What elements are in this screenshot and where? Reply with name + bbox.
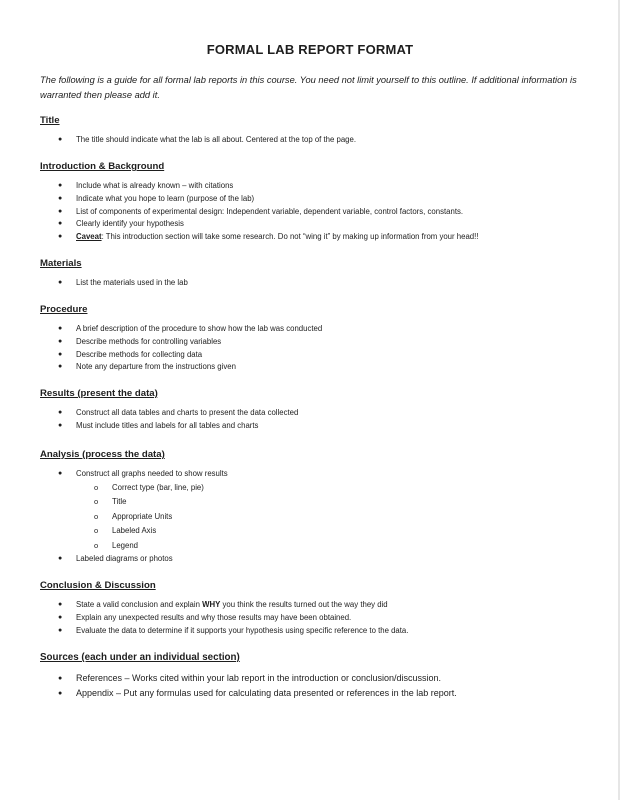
circle-bullet-icon: o <box>94 526 99 536</box>
sub-list-item-text: Appropriate Units <box>112 511 173 521</box>
bullet-icon: ● <box>58 194 63 202</box>
intro-paragraph: The following is a guide for all formal lab reports in this course. You need not limit yourself to this outline. If additional information is warranted then please add it. <box>40 75 577 100</box>
sub-bullet-list <box>40 481 585 554</box>
bullet-list <box>40 323 585 374</box>
list-item-text: Describe methods for collecting data <box>76 349 203 359</box>
list-item-text-end: you think the results turned out the way they did <box>220 600 388 609</box>
list-item-text: Describe methods for controlling variables <box>76 336 222 346</box>
bullet-list <box>40 407 585 433</box>
section-heading: Results (present the data) <box>40 388 158 399</box>
section-heading: Sources (each under an individual section) <box>40 652 240 663</box>
section-heading: Materials <box>40 258 82 269</box>
sub-list-item <box>40 495 585 510</box>
bullet-icon: ● <box>58 182 63 189</box>
list-item-text: Must include titles and labels for all tables and charts <box>76 420 259 430</box>
bullet-list <box>40 468 585 481</box>
list-item-caveat <box>40 231 585 244</box>
bullet-icon: ● <box>58 470 63 477</box>
bullet-list <box>40 671 585 701</box>
list-item <box>40 336 585 349</box>
list-item <box>40 277 585 290</box>
sub-list-item-text: Title <box>112 497 127 507</box>
circle-bullet-icon: o <box>94 540 99 550</box>
list-item-text: Appendix – Put any formulas used for calculating data presented or references in the lab report. <box>76 688 457 698</box>
section-materials <box>40 257 585 290</box>
bullet-icon: ● <box>58 279 63 286</box>
bullet-list <box>40 599 585 637</box>
bullet-icon: ● <box>58 220 63 228</box>
list-item-text: Include what is already known – with citations <box>76 181 234 190</box>
sub-list-item <box>40 539 585 554</box>
list-item-text: Construct all data tables and charts to present the data collected <box>76 408 299 417</box>
list-item <box>40 323 585 336</box>
sub-list-item <box>40 481 585 496</box>
circle-bullet-icon: o <box>94 497 99 507</box>
circle-bullet-icon: o <box>94 511 99 521</box>
list-item-text: Indicate what you hope to learn (purpose of the lab) <box>76 193 255 203</box>
list-item-text: Construct all graphs needed to show results <box>76 469 228 478</box>
list-item <box>40 553 585 566</box>
list-item <box>40 134 585 147</box>
bullet-icon: ● <box>58 613 63 621</box>
sub-list-item-text: Labeled Axis <box>112 526 157 536</box>
section-heading: Analysis (process the data) <box>40 449 165 460</box>
list-item <box>40 420 585 433</box>
sub-list-item <box>40 510 585 525</box>
list-item <box>40 671 585 686</box>
sub-list-item-text: Correct type (bar, line, pie) <box>112 482 204 492</box>
list-item <box>40 349 585 362</box>
list-item-text: The title should indicate what the lab is all about. Centered at the top of the page. <box>76 135 357 144</box>
section-heading: Introduction & Background <box>40 161 165 172</box>
bullet-icon: ● <box>58 363 63 371</box>
section-procedure <box>40 303 585 374</box>
list-item-text-start: State a valid conclusion and explain <box>76 600 203 609</box>
list-item-text: Clearly identify your hypothesis <box>76 219 184 229</box>
sub-list-item-text: Legend <box>112 540 139 550</box>
list-item <box>40 468 585 481</box>
bullet-icon: ● <box>58 350 63 358</box>
bullet-list <box>40 134 585 147</box>
bullet-icon: ● <box>58 325 63 332</box>
list-item-text: List of components of experimental design: Independent variable, dependent variable, control factors, constants. <box>76 206 464 216</box>
list-item-text: Evaluate the data to determine if it supports your hypothesis using specific reference to the data. <box>76 625 409 635</box>
section-introduction <box>40 160 585 244</box>
bullet-icon: ● <box>58 601 63 608</box>
bullet-icon: ● <box>58 409 63 416</box>
section-results <box>40 387 585 433</box>
circle-bullet-icon: o <box>94 482 99 492</box>
bullet-icon: ● <box>58 207 63 215</box>
list-item <box>40 612 585 625</box>
list-item-text: List the materials used in the lab <box>76 278 188 287</box>
list-item <box>40 193 585 206</box>
bullet-list <box>40 180 585 244</box>
bullet-list <box>40 553 585 566</box>
bullet-icon: ● <box>58 136 63 143</box>
list-item-text: References – Works cited within your lab report in the introduction or conclusion/discussion. <box>76 673 442 683</box>
section-heading: Conclusion & Discussion <box>40 580 156 591</box>
bullet-icon: ● <box>58 337 63 345</box>
list-item <box>40 361 585 374</box>
caveat-label: Caveat <box>76 232 102 242</box>
bullet-icon: ● <box>58 555 63 563</box>
section-analysis <box>40 448 585 566</box>
list-item <box>40 206 585 219</box>
list-item <box>40 407 585 420</box>
bullet-icon: ● <box>58 675 63 682</box>
list-item-text: Explain any unexpected results and why those results may have been obtained. <box>76 612 352 622</box>
section-conclusion <box>40 579 585 637</box>
bullet-icon: ● <box>58 233 63 241</box>
list-item <box>40 180 585 193</box>
list-item <box>40 218 585 231</box>
list-item-text: Note any departure from the instructions given <box>76 362 236 372</box>
section-title <box>40 114 585 147</box>
bullet-icon: ● <box>58 626 63 634</box>
emphasis-why: WHY <box>202 600 221 609</box>
list-item <box>40 686 585 701</box>
list-item <box>40 599 585 612</box>
section-heading: Procedure <box>40 304 88 315</box>
section-sources <box>40 651 585 701</box>
caveat-text: : This introduction section will take some research. Do not “wing it” by making up information from your head!! <box>101 232 479 242</box>
bullet-list <box>40 277 585 290</box>
list-item <box>40 625 585 638</box>
section-heading: Title <box>40 115 60 126</box>
list-item-text: A brief description of the procedure to show how the lab was conducted <box>76 324 323 333</box>
bullet-icon: ● <box>58 690 63 697</box>
sub-list-item <box>40 524 585 539</box>
document-title: FORMAL LAB REPORT FORMAT <box>206 42 414 57</box>
bullet-icon: ● <box>58 421 63 429</box>
list-item-text: Labeled diagrams or photos <box>76 554 173 564</box>
